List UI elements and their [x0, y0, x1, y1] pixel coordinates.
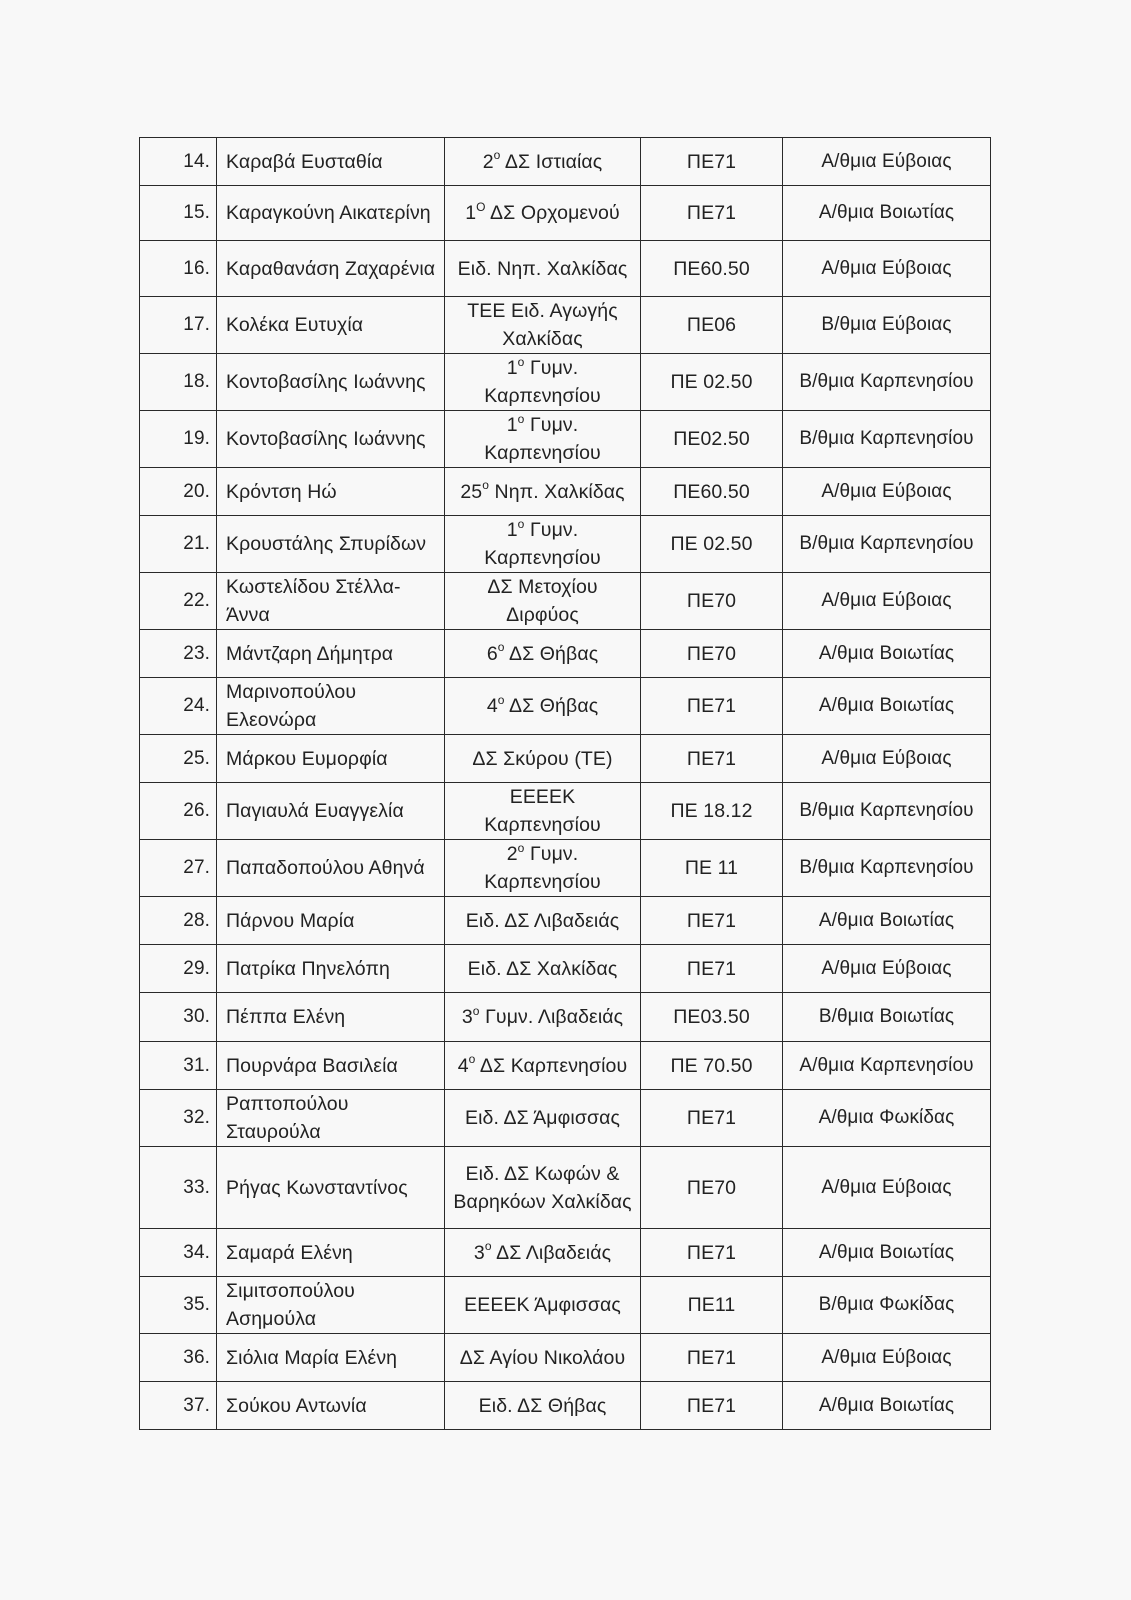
- row-number: 16.: [140, 241, 217, 297]
- specialty: ΠΕ11: [641, 1277, 783, 1334]
- teacher-name: Καραβά Ευσταθία: [217, 138, 445, 186]
- teacher-name: Πάρνου Μαρία: [217, 897, 445, 945]
- directorate: Α/θμια Εύβοιας: [783, 468, 991, 516]
- specialty: ΠΕ 11: [641, 840, 783, 897]
- specialty: ΠΕ70: [641, 573, 783, 630]
- school-name: $1^o$ Γυμν. Καρπενησίου: [445, 354, 641, 411]
- teacher-name: Μάντζαρη Δήμητρα: [217, 630, 445, 678]
- teacher-name: Κωστελίδου Στέλλα-Άννα: [217, 573, 445, 630]
- ordinal-superscript: ο: [497, 640, 505, 654]
- school-name: $6^o$ ΔΣ Θήβας: [445, 630, 641, 678]
- table-row: [140, 1277, 991, 1334]
- specialty: ΠΕ71: [641, 1334, 783, 1382]
- school-name: ΔΣ Αγίου Νικολάου: [445, 1334, 641, 1382]
- row-number: 31.: [140, 1042, 217, 1090]
- row-number: 20.: [140, 468, 217, 516]
- table-row: [140, 1090, 991, 1147]
- directorate: Α/θμια Εύβοιας: [783, 945, 991, 993]
- specialty: ΠΕ60.50: [641, 241, 783, 297]
- directorate: Α/θμια Βοιωτίας: [783, 630, 991, 678]
- ordinal-superscript: ο: [484, 1239, 492, 1253]
- row-number: 33.: [140, 1147, 217, 1229]
- ordinal-superscript: ο: [468, 1052, 476, 1066]
- row-number: 30.: [140, 993, 217, 1042]
- school-name: $3^o$ ΔΣ Λιβαδειάς: [445, 1229, 641, 1277]
- row-number: 32.: [140, 1090, 217, 1147]
- school-name: $2^o$ ΔΣ Ιστιαίας: [445, 138, 641, 186]
- teacher-name: Παγιαυλά Ευαγγελία: [217, 783, 445, 840]
- teacher-name: Παπαδοπούλου Αθηνά: [217, 840, 445, 897]
- row-number: 29.: [140, 945, 217, 993]
- row-number: 35.: [140, 1277, 217, 1334]
- table-row: [140, 1229, 991, 1277]
- school-name: $1^o$ Γυμν. Καρπενησίου: [445, 411, 641, 468]
- table-row: [140, 297, 991, 354]
- table-row: [140, 993, 991, 1042]
- ordinal-superscript: ο: [472, 1003, 480, 1018]
- school-name: ΕΕΕΕΚ Άμφισσας: [445, 1277, 641, 1334]
- directorate: Α/θμια Βοιωτίας: [783, 186, 991, 241]
- specialty: ΠΕ71: [641, 735, 783, 783]
- specialty: ΠΕ70: [641, 1147, 783, 1229]
- directorate: Α/θμια Βοιωτίας: [783, 1382, 991, 1430]
- directorate: Α/θμια Εύβοιας: [783, 1147, 991, 1229]
- table-row: [140, 1147, 991, 1229]
- directorate: Α/θμια Εύβοιας: [783, 138, 991, 186]
- specialty: ΠΕ 02.50: [641, 516, 783, 573]
- teacher-name: Πέππα Ελένη: [217, 993, 445, 1042]
- table-row: [140, 516, 991, 573]
- specialty: ΠΕ71: [641, 1090, 783, 1147]
- directorate: Α/θμια Καρπενησίου: [783, 1042, 991, 1090]
- row-number: 18.: [140, 354, 217, 411]
- directorate: Α/θμια Βοιωτίας: [783, 897, 991, 945]
- directorate: Α/θμια Εύβοιας: [783, 241, 991, 297]
- table-body: [140, 138, 991, 1430]
- directorate: Α/θμια Εύβοιας: [783, 735, 991, 783]
- directorate: Β/θμια Καρπενησίου: [783, 516, 991, 573]
- directorate: Β/θμια Βοιωτίας: [783, 993, 991, 1042]
- school-name: Ειδ. ΔΣ Κωφών & Βαρηκόων Χαλκίδας: [445, 1147, 641, 1229]
- ordinal-superscript: ο: [517, 354, 525, 369]
- row-number: 21.: [140, 516, 217, 573]
- table-row: [140, 573, 991, 630]
- ordinal-superscript: ο: [517, 411, 525, 426]
- teacher-name: Κοντοβασίλης Ιωάννης: [217, 354, 445, 411]
- row-number: 34.: [140, 1229, 217, 1277]
- ordinal-superscript: ο: [497, 692, 505, 707]
- specialty: ΠΕ71: [641, 1382, 783, 1430]
- teacher-name: Ραπτοπούλου Σταυρούλα: [217, 1090, 445, 1147]
- school-name: Ειδ. ΔΣ Χαλκίδας: [445, 945, 641, 993]
- directorate: Β/θμια Καρπενησίου: [783, 840, 991, 897]
- school-name: $2^o$ Γυμν. Καρπενησίου: [445, 840, 641, 897]
- table-row: [140, 468, 991, 516]
- row-number: 27.: [140, 840, 217, 897]
- ordinal-superscript: ο: [493, 148, 501, 162]
- school-name: $3^o$ Γυμν. Λιβαδειάς: [445, 993, 641, 1042]
- specialty: ΠΕ71: [641, 186, 783, 241]
- specialty: ΠΕ06: [641, 297, 783, 354]
- teacher-name: Ρήγας Κωνσταντίνος: [217, 1147, 445, 1229]
- teacher-name: Μαρινοπούλου Ελεονώρα: [217, 678, 445, 735]
- row-number: 25.: [140, 735, 217, 783]
- specialty: ΠΕ60.50: [641, 468, 783, 516]
- table-row: [140, 1382, 991, 1430]
- row-number: 14.: [140, 138, 217, 186]
- row-number: 15.: [140, 186, 217, 241]
- table-row: [140, 186, 991, 241]
- row-number: 28.: [140, 897, 217, 945]
- school-name: $4^o$ ΔΣ Θήβας: [445, 678, 641, 735]
- school-name: $1^o$ Γυμν. Καρπενησίου: [445, 516, 641, 573]
- table-row: [140, 138, 991, 186]
- teacher-name: Πατρίκα Πηνελόπη: [217, 945, 445, 993]
- directorate: Α/θμια Φωκίδας: [783, 1090, 991, 1147]
- table-row: [140, 897, 991, 945]
- teacher-name: Σιόλια Μαρία Ελένη: [217, 1334, 445, 1382]
- specialty: ΠΕ 18.12: [641, 783, 783, 840]
- specialty: ΠΕ70: [641, 630, 783, 678]
- teacher-name: Κολέκα Ευτυχία: [217, 297, 445, 354]
- school-name: Ειδ. ΔΣ Άμφισσας: [445, 1090, 641, 1147]
- ordinal-superscript: ο: [517, 516, 525, 531]
- row-number: 19.: [140, 411, 217, 468]
- specialty: ΠΕ71: [641, 138, 783, 186]
- school-name: ΤΕΕ Ειδ. Αγωγής Χαλκίδας: [445, 297, 641, 354]
- specialty: ΠΕ71: [641, 897, 783, 945]
- directorate: Α/θμια Βοιωτίας: [783, 1229, 991, 1277]
- teacher-name: Πουρνάρα Βασιλεία: [217, 1042, 445, 1090]
- specialty: ΠΕ 02.50: [641, 354, 783, 411]
- school-name: $4^o$ ΔΣ Καρπενησίου: [445, 1042, 641, 1090]
- table-row: [140, 630, 991, 678]
- table-row: [140, 1334, 991, 1382]
- teacher-name: Μάρκου Ευμορφία: [217, 735, 445, 783]
- table-row: [140, 354, 991, 411]
- row-number: 22.: [140, 573, 217, 630]
- row-number: 17.: [140, 297, 217, 354]
- table-row: [140, 783, 991, 840]
- directorate: Β/θμια Εύβοιας: [783, 297, 991, 354]
- directorate: Α/θμια Εύβοιας: [783, 573, 991, 630]
- ordinal-superscript: ο: [517, 840, 525, 855]
- teacher-name: Κρόντση Ηώ: [217, 468, 445, 516]
- school-name: Ειδ. ΔΣ Θήβας: [445, 1382, 641, 1430]
- ordinal-superscript: ο: [482, 478, 489, 492]
- school-name: Ειδ. ΔΣ Λιβαδειάς: [445, 897, 641, 945]
- directorate: Β/θμια Καρπενησίου: [783, 783, 991, 840]
- directorate: Β/θμια Καρπενησίου: [783, 411, 991, 468]
- school-name: $1^O$ ΔΣ Ορχομενού: [445, 186, 641, 241]
- specialty: ΠΕ03.50: [641, 993, 783, 1042]
- table-row: [140, 241, 991, 297]
- specialty: ΠΕ 70.50: [641, 1042, 783, 1090]
- school-name: Ειδ. Νηπ. Χαλκίδας: [445, 241, 641, 297]
- row-number: 23.: [140, 630, 217, 678]
- school-name: ΔΣ Μετοχίου Διρφύος: [445, 573, 641, 630]
- teachers-table: [139, 137, 991, 1430]
- specialty: ΠΕ71: [641, 678, 783, 735]
- school-name: ΔΣ Σκύρου (ΤΕ): [445, 735, 641, 783]
- table-row: [140, 840, 991, 897]
- school-name: $25^o$ Νηπ. Χαλκίδας: [445, 468, 641, 516]
- teacher-name: Καραθανάση Ζαχαρένια: [217, 241, 445, 297]
- teacher-name: Κοντοβασίλης Ιωάννης: [217, 411, 445, 468]
- specialty: ΠΕ71: [641, 1229, 783, 1277]
- teacher-name: Καραγκούνη Αικατερίνη: [217, 186, 445, 241]
- teacher-name: Σαμαρά Ελένη: [217, 1229, 445, 1277]
- teacher-name: Σιμιτσοπούλου Ασημούλα: [217, 1277, 445, 1334]
- specialty: ΠΕ71: [641, 945, 783, 993]
- table-row: [140, 411, 991, 468]
- teacher-name: Σούκου Αντωνία: [217, 1382, 445, 1430]
- row-number: 26.: [140, 783, 217, 840]
- table-row: [140, 1042, 991, 1090]
- ordinal-superscript: Ο: [476, 199, 486, 214]
- directorate: Β/θμια Καρπενησίου: [783, 354, 991, 411]
- directorate: Α/θμια Εύβοιας: [783, 1334, 991, 1382]
- directorate: Α/θμια Βοιωτίας: [783, 678, 991, 735]
- teacher-name: Κρουστάλης Σπυρίδων: [217, 516, 445, 573]
- row-number: 37.: [140, 1382, 217, 1430]
- table-row: [140, 678, 991, 735]
- school-name: ΕΕΕΕΚ Καρπενησίου: [445, 783, 641, 840]
- specialty: ΠΕ02.50: [641, 411, 783, 468]
- table-row: [140, 735, 991, 783]
- row-number: 24.: [140, 678, 217, 735]
- row-number: 36.: [140, 1334, 217, 1382]
- table-row: [140, 945, 991, 993]
- directorate: Β/θμια Φωκίδας: [783, 1277, 991, 1334]
